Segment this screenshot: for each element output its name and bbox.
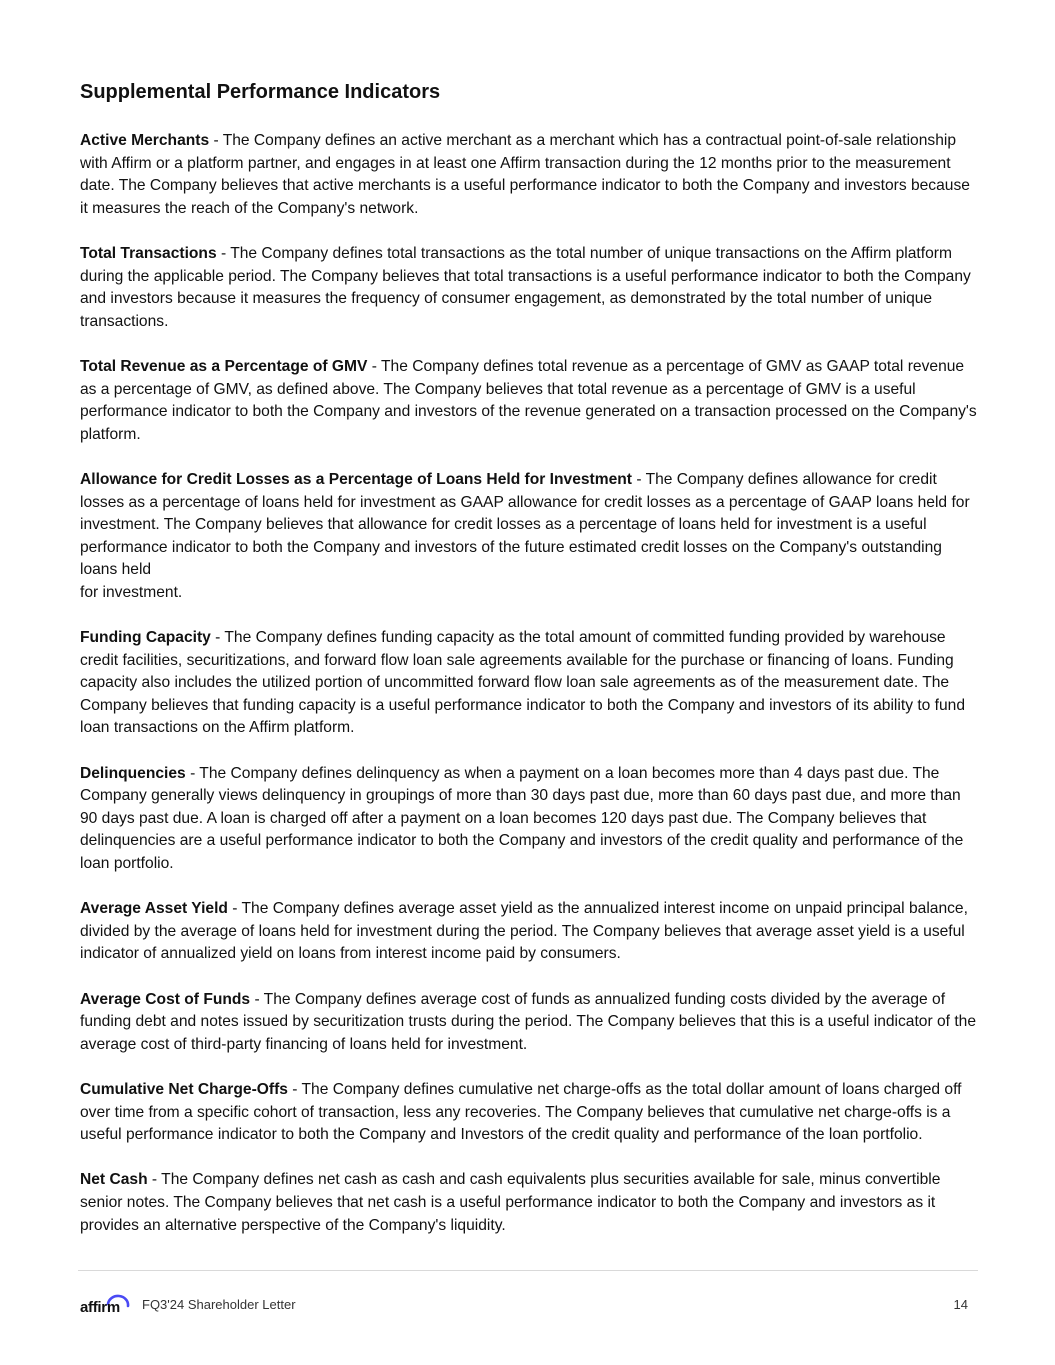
definition-term: Average Cost of Funds [80, 990, 251, 1008]
page-number: 14 [953, 1297, 968, 1312]
definition-text: - The Company defines funding capacity as the total amount of committed funding provided by warehouse credit facilities, securitizations, and forward flow loan sale agreements available for the purchase or financing of loans. Funding capacity also includes the utilized portion of uncommitted forward flow loan sale agreements as of the measurement date. The Company believes that funding capacity is a useful performance indicator to both the Company and investors of its ability to fund loan transactions on the Affirm platform. [80, 629, 966, 737]
definition-total-revenue-pct-gmv [80, 356, 978, 446]
definition-text: - The Company defines average asset yield as the annualized interest income on unpaid principal balance, divided by the average of loans held for investment during the period. The Company believes that average asset yield is a useful indicator of annualized yield on loans from interest income paid by consumers. [80, 900, 968, 963]
definition-average-cost-of-funds [80, 989, 978, 1057]
footer-divider [78, 1270, 978, 1271]
definition-text: - The Company defines total revenue as a percentage of GMV as GAAP total revenue as a percentage of GMV, as defined above. The Company believes that total revenue as a percentage of GMV is a useful performance indicator to both the Company and investors of the revenue generated on a transaction processed on the Company's platform. [80, 357, 977, 443]
definition-cumulative-net-charge-offs [80, 1079, 978, 1147]
definition-allowance-credit-losses [80, 469, 978, 605]
definition-term: Active Merchants [80, 132, 210, 149]
definition-term: Net Cash [80, 1171, 148, 1189]
definition-term: Total Revenue as a Percentage of GMV [80, 357, 368, 375]
definition-net-cash [80, 1169, 978, 1237]
definition-text: - The Company defines cumulative net charge-offs as the total dollar amount of loans charged off over time from a specific cohort of transaction, less any recoveries. The Company believes that cumulative net charge-offs is a useful performance indicator to both the Company and Investors of the credit quality and performance of the loan portfolio. [80, 1080, 962, 1144]
definition-text: - The Company defines an active merchant as a merchant which has a contractual point-of-sale relationship with Affirm or a platform partner, and engages in at least one Affirm transaction during the 12 months prior to the measurement date. The Company believes that active merchants is a useful performance indicator to both the Company and investors because it measures the reach of the Company's network. [80, 132, 970, 217]
definition-text: - The Company defines allowance for credit losses as a percentage of loans held for investment as GAAP allowance for credit losses as a percentage of GAAP loans held for investment. The Company believes that allowance for credit losses as a percentage of loans held for investment is a useful performance indicator to both the Company and investors of the future estimated credit losses on the Company's outstanding loans held [80, 470, 970, 579]
definition-text: - The Company defines total transactions as the total number of unique transactions on the Affirm platform during the applicable period. The Company believes that total transactions is a useful performance indicator to both the Company and investors because it measures the frequency of consumer engagement, as demonstrated by the total number of unique transactions. [80, 244, 971, 330]
definition-text-continued: for investment. [80, 583, 183, 601]
definition-delinquencies [80, 763, 978, 876]
definition-text: - The Company defines delinquency as when a payment on a loan becomes more than 4 days past due. The Company generally views delinquency in groupings of more than 30 days past due, more than 60 days past due, and more than 90 days past due. A loan is charged off after a payment on a loan becomes 120 days past due. The Company believes that delinquencies are a useful performance indicator to both the Company and investors of the credit quality and performance of the loan portfolio. [80, 764, 964, 872]
definition-term: Allowance for Credit Losses as a Percentage of Loans Held for Investment [80, 470, 632, 488]
definition-term: Total Transactions [80, 244, 217, 262]
definition-text: - The Company defines average cost of funds as annualized funding costs divided by the average of funding debt and notes issued by securitization trusts during the period. The Company believes that this is a useful indicator of the average cost of third-party financing of loans held for investment. [80, 990, 977, 1053]
definition-term: Cumulative Net Charge-Offs [80, 1080, 288, 1098]
definition-total-transactions [80, 243, 978, 333]
page-footer [80, 1292, 968, 1318]
affirm-logo [80, 1292, 130, 1318]
page-title: Supplemental Performance Indicators [80, 81, 441, 103]
definition-term: Delinquencies [80, 764, 186, 782]
logo-wordmark: affirm [80, 1299, 120, 1316]
page-content [80, 78, 978, 1260]
definition-text: - The Company defines net cash as cash and cash equivalents plus securities available for sale, minus convertible senior notes. The Company believes that net cash is a useful performance indicator to both the Company and investors as it provides an alternative perspective of the Company's liquidity. [80, 1171, 941, 1234]
definition-average-asset-yield [80, 898, 978, 966]
definition-term: Average Asset Yield [80, 900, 228, 918]
definition-active-merchants [80, 130, 978, 220]
document-title: FQ3'24 Shareholder Letter [142, 1297, 296, 1312]
definition-funding-capacity [80, 627, 978, 740]
definition-term: Funding Capacity [80, 629, 211, 647]
